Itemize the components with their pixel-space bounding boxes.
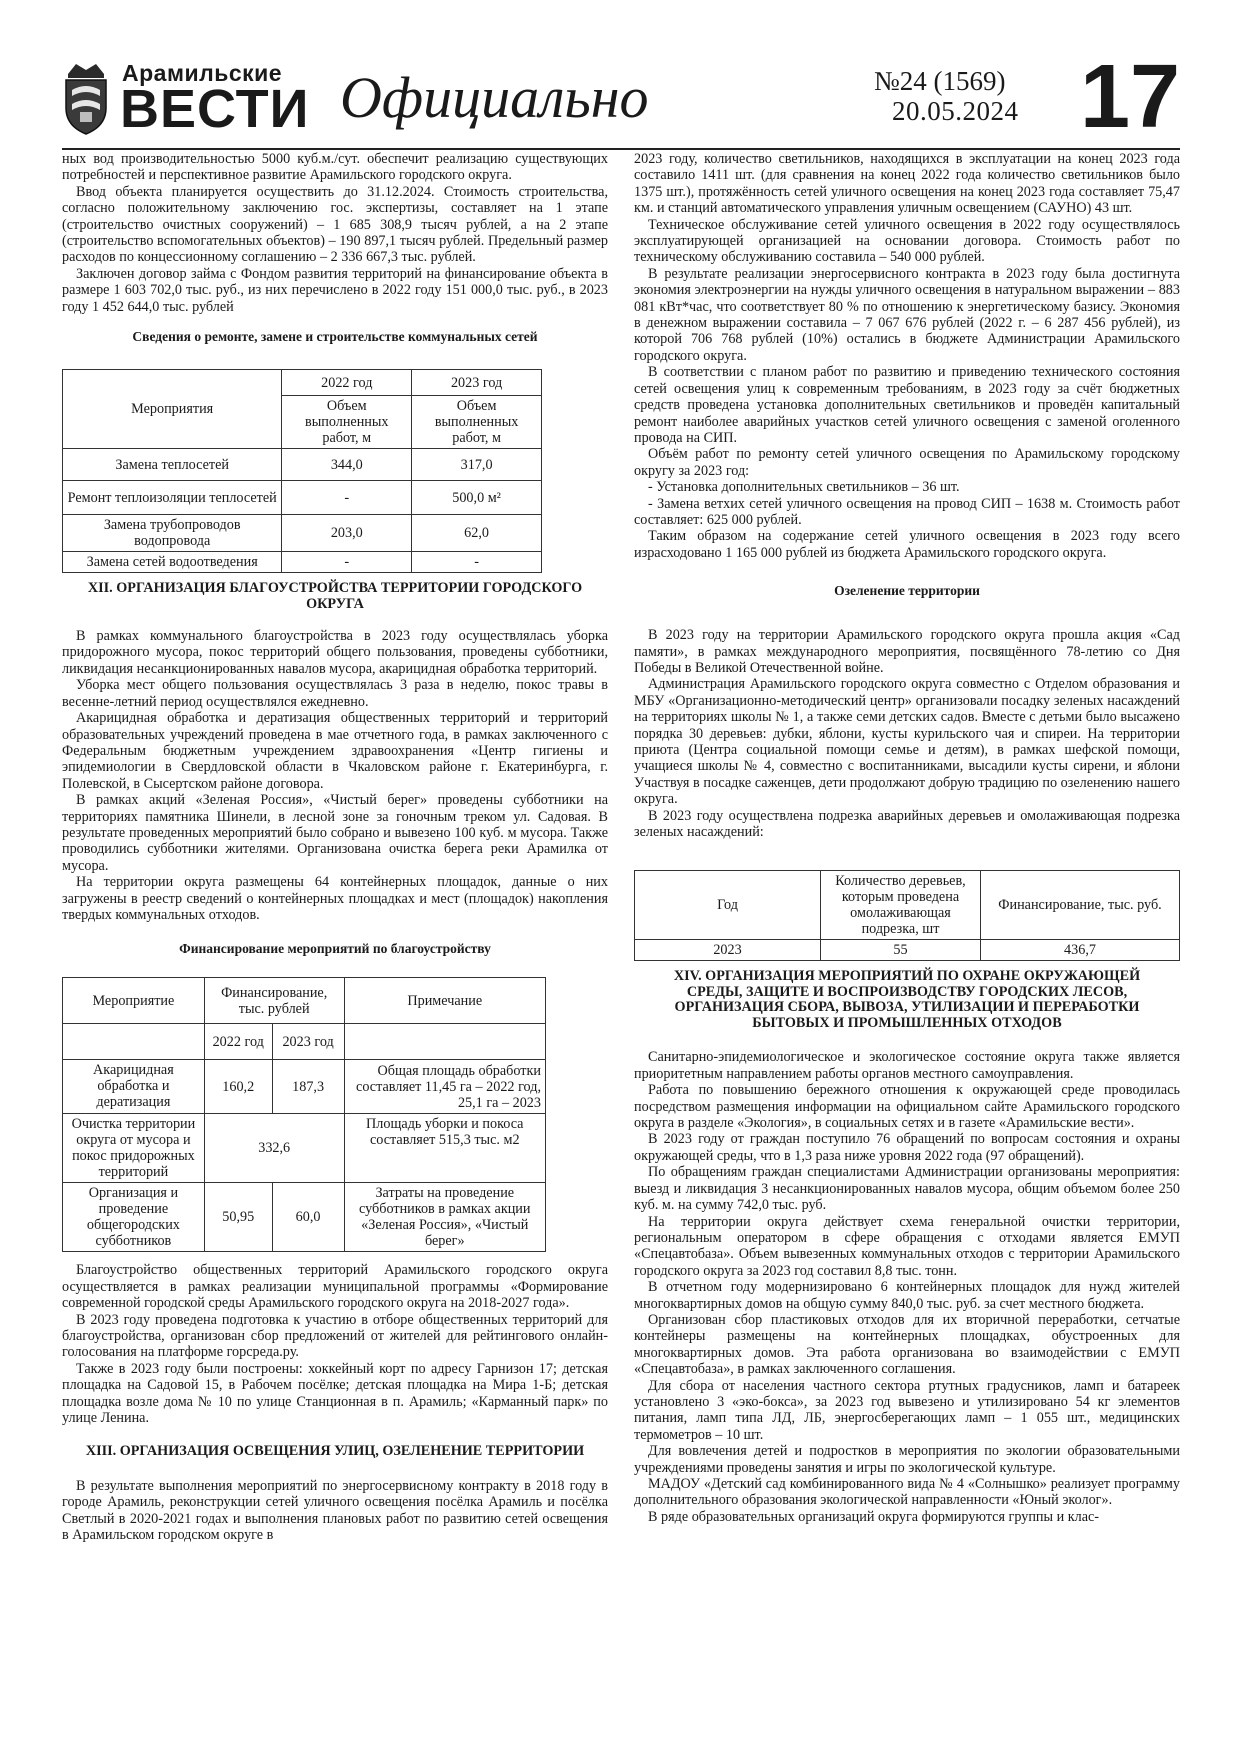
paragraph: Заключен договор займа с Фондом развития территорий на финансирование объекта в размере 1 603 702,0 тыс. руб., из них перечислено в 2022 году 151 000,0 тыс. руб., в 2023 году 1 452 644,0 тыс. рублей	[62, 265, 608, 315]
table-cell: Общая площадь обработки составляет 11,45 га – 2022 год, 25,1 га – 2023	[344, 1060, 545, 1114]
table-cell: 317,0	[412, 449, 542, 481]
table-cell: 2023	[635, 940, 821, 961]
brand-name-top: Арамильские	[122, 60, 283, 86]
paragraph: Техническое обслуживание сетей уличного освещения в 2022 году осуществлялось эксплуатирующей организацией на основании договора. Стоимость работ по техническому обслуживанию составила – 540 000 рублей.	[634, 216, 1180, 266]
paragraph: Работа по повышению бережного отношения к окружающей среде проводилась посредством размещения информации на официальном сайте Арамильского городского округа в разделе «Экология», в социальных сетях и в газете «Арамильские вести».	[634, 1082, 1180, 1132]
paragraph: Для вовлечения детей и подростков в мероприятия по экологии образовательными учреждениями проведены занятия и игры по экологической культуре.	[634, 1443, 1180, 1476]
paragraph: В рамках коммунального благоустройства в 2023 году осуществлялась уборка придорожного мусора, покос территорий общего пользования, проведены субботники, ликвидация несанкционированных навалов мусора, акарицидная обработка территорий.	[62, 628, 608, 677]
paragraph: На территории округа действует схема генеральной очистки территории, региональным оператором в сфере обращения с отходами является ЕМУП «Спецавтобаза». Объем вывезенных коммунальных отходов с территории Арамильского городского округа за 2023 год составил 8,8 тыс. тонн.	[634, 1213, 1180, 1279]
table-header: Мероприятие	[63, 978, 205, 1024]
section-heading: XIII. ОРГАНИЗАЦИЯ ОСВЕЩЕНИЯ УЛИЦ, ОЗЕЛЕНЕНИЕ ТЕРРИТОРИИ	[85, 1443, 585, 1460]
table-cell: Замена трубопроводов водопровода	[63, 515, 282, 552]
table-row	[635, 940, 1180, 961]
table-title: Финансирование мероприятий по благоустройству	[179, 941, 491, 957]
paragraph: В 2023 году проведена подготовка к участию в отборе общественных территорий для благоустройства, организован сбор предложений от жителей для рейтингового онлайн-голосования на платформе горсреда.ру.	[62, 1311, 608, 1361]
table-title: Сведения о ремонте, замене и строительстве коммунальных сетей	[132, 329, 538, 345]
paragraph: В ряде образовательных организаций округа формируются группы и клас-	[648, 1508, 1100, 1525]
subsection-title: Озеленение территории	[834, 583, 980, 599]
table-cell: 62,0	[412, 515, 542, 552]
table-header: Мероприятия	[63, 370, 282, 449]
issue-number: №24 (1569)	[874, 66, 1006, 96]
table-cell: 436,7	[981, 940, 1180, 961]
paragraph: Организован сбор пластиковых отходов для их вторичной переработки, сетчатые контейнеры размещены на контейнерных площадках, обустроенных для многоквартирных домов. Эта работа организована во взаимодействии с ЕМУП «Спецавтобаза», в рамках заключенного соглашения.	[634, 1311, 1180, 1378]
table-cell: 344,0	[282, 449, 412, 481]
table-header: 2022 год	[282, 370, 412, 396]
table-cell: Очистка территории округа от мусора и покос придорожных территорий	[63, 1114, 205, 1183]
table-header: Финансирование, тыс. рублей	[204, 978, 344, 1024]
paragraph: В отчетном году модернизировано 6 контейнерных площадок для нужд жителей многоквартирных домов на общую сумму 840,0 тыс. руб. за счет местного бюджета.	[634, 1279, 1180, 1312]
table-cell	[63, 1024, 205, 1060]
table-header: Объем выполненных работ, м	[282, 396, 412, 449]
table-cell: 50,95	[204, 1183, 272, 1252]
paragraph: Благоустройство общественных территорий Арамильского городского округа осуществляется в рамках реализации муниципальной программы «Формирование современной городской среды Арамильского городского округа на 2018-2027 года».	[62, 1262, 608, 1312]
table-cell: -	[282, 552, 412, 573]
paragraph: В соответствии с планом работ по развитию и приведению технического состояния сетей освещения улиц к современным требованиям, в 2023 году за счёт бюджетных средств проведена установка дополнительных светильников и проведён капитальный ремонт наиболее аварийных участков сетей уличного освещения с заменой оголенного провода на СИП.	[634, 364, 1180, 446]
table-header: 2022 год	[204, 1024, 272, 1060]
table-cell: Площадь уборки и покоса составляет 515,3 тыс. м2	[344, 1114, 545, 1183]
masthead	[62, 47, 1181, 147]
table-cell: 332,6	[204, 1114, 344, 1183]
table-header: Объем выполненных работ, м	[412, 396, 542, 449]
table-header: Финансирование, тыс. руб.	[981, 871, 1180, 940]
table-cell: Акарицидная обработка и дератизация	[63, 1060, 205, 1114]
paragraph: Акарицидная обработка и дератизация общественных территорий и территорий образовательных учреждений проведена в мае отчетного года, в рамках заключенного с Федеральным бюджетным учреждением здравоохранения «Центр гигиены и эпидемиологии в Свердловской области в Чкаловском районе г. Екатеринбурга, г. Полевской, в Сысертском районе договора.	[62, 710, 608, 792]
paragraph: Таким образом на содержание сетей уличного освещения в 2023 году всего израсходовано 1 165 000 рублей из бюджета Арамильского городского округа.	[634, 528, 1180, 561]
table-row	[63, 552, 542, 573]
brand-name-main: ВЕСТИ	[120, 79, 310, 139]
header-divider	[62, 148, 1180, 150]
paragraph: ных вод производительностью 5000 куб.м./сут. обеспечит реализацию существующих потребностей и перспективное развитие Арамильского городского округа.	[62, 151, 608, 184]
section-heading: XII. ОРГАНИЗАЦИЯ БЛАГОУСТРОЙСТВА ТЕРРИТОРИИ ГОРОДСКОГО ОКРУГА	[87, 580, 583, 612]
table-cell: 55	[821, 940, 981, 961]
paragraph: - Установка дополнительных светильников – 36 шт.	[648, 479, 960, 496]
table-header: 2023 год	[412, 370, 542, 396]
paragraph: Санитарно-эпидемиологическое и экологическое состояние округа также является приоритетным направлением работы органов местного самоуправления.	[634, 1049, 1180, 1082]
paragraph: В результате реализации энергосервисного контракта в 2023 году была достигнута экономия электроэнергии на нужды уличного освещения в натуральном выражении – 883 081 кВт*час, что соответствует 80 % по отношению к энергетическому базису. Экономия в денежном выражении составила – 7 067 676 рублей (2022 г. – 6 287 456 рублей), из которой 706 768 рублей (10%) остались в бюджете Администрации Арамильского городского округа.	[634, 265, 1180, 364]
paragraph: 2023 году, количество светильников, находящихся в эксплуатации на конец 2023 года составило 1411 шт. (для сравнения на конец 2022 года количество светильников было 1375 шт.), протяжённость сетей уличного освещения на конец 2023 года составляет 75,47 км. и станций автоматического управления уличным освещением (САУНО) 43 шт.	[634, 151, 1180, 217]
paragraph: По обращениям граждан специалистами Администрации организованы мероприятия: выезд и ликвидация 3 несанкционированных навалов мусора, общим объемом более 250 куб. м. на сумму 742,0 тыс. руб.	[634, 1164, 1180, 1214]
issue-date: 20.05.2024	[892, 96, 1019, 126]
table-cell: 187,3	[272, 1060, 344, 1114]
table-cell	[344, 1024, 545, 1060]
page-number: 17	[1080, 47, 1181, 147]
table-cell: Замена сетей водоотведения	[63, 552, 282, 573]
right-column	[634, 151, 1180, 1525]
paragraph: МАДОУ «Детский сад комбинированного вида № 4 «Солнышко» реализует программу дополнительного образования экологической направленности «Юный эколог».	[634, 1476, 1180, 1509]
table-header: 2023 год	[272, 1024, 344, 1060]
table-cell: 60,0	[272, 1183, 344, 1252]
section-title: Официально	[340, 65, 649, 130]
table-row	[63, 515, 542, 552]
paragraph: Также в 2023 году были построены: хоккейный корт по адресу Гарнизон 17; детская площадка на Садовой 15, в Рабочем посёлке; детская площадка на Мира 1-Б; детская площадка возле дома № 10 по улице Станционная в п. Арамиль; «Карманный парк» по улице Ленина.	[62, 1360, 608, 1427]
paragraph: В 2023 году осуществлена подрезка аварийных деревьев и омолаживающая подрезка зеленых насаждений:	[634, 807, 1180, 841]
left-column	[62, 151, 608, 1544]
table-cell: 500,0 м²	[412, 481, 542, 515]
paragraph: Ввод объекта планируется осуществить до 31.12.2024. Стоимость строительства, согласно положительному заключению гос. экспертизы, составляет на 1 этапе (строительство очистных сооружений) – 1 685 308,9 тысяч рублей, а на 2 этапе (строительство вспомогательных объектов) – 190 897,1 тысяч рублей. Предельный размер расходов по концессионному соглашению – 2 336 667,3 тыс. рублей.	[62, 183, 608, 266]
paragraph: В 2023 году на территории Арамильского городского округа прошла акция «Сад памяти», в рамках международного мероприятия, посвящённого 78-летию со Дня Победы в Великой Отечественной войне.	[634, 627, 1180, 676]
table-row	[63, 481, 542, 515]
paragraph: Для сбора от населения частного сектора ртутных градусников, ламп и батареек установлено 3 «эко-бокса», за 2023 год вывезено и утилизировано 54 кг элементов питания, ламп типа ЛД, ЛБ, энергосберегающих ламп – 1 055 шт., медицинских термометров – 10 шт.	[634, 1377, 1180, 1443]
table-row	[63, 1183, 546, 1252]
table-row	[63, 1060, 546, 1114]
paragraph: Объём работ по ремонту сетей уличного освещения по Арамильскому городскому округу за 2023 год:	[634, 446, 1180, 479]
networks-table	[62, 369, 542, 573]
table-header: Год	[635, 871, 821, 940]
table-row	[63, 1114, 546, 1183]
table-cell: 203,0	[282, 515, 412, 552]
paragraph: В рамках акций «Зеленая Россия», «Чистый берег» проведены субботники на территориях памятника Шинели, в лесной зоне за гоночным треком ул. Садовая. В результате проведенных мероприятий было собрано и вывезено 100 куб. м мусора. Также проводились субботники жителями. Организована очистка берега реки Арамилка от мусора.	[62, 792, 608, 874]
paragraph: Администрация Арамильского городского округа совместно с Отделом образования и МБУ «Организационно-методический центр» организовали посадку зеленых насаждений на территориях школы № 1, а также семи детских садов. Вместе с детьми было высажено порядка 30 деревьев: дубки, яблони, кусты курильского чая и спиреи. На территории приюта (Центра социальной помощи семье и детям), в рамках шефской помощи, учащиеся школы № 4, совместно с воспитанниками, высадили кусты сирени, и яблони Участвуя в посадке саженцев, дети продолжают добрую традицию по озеленению нашего округа.	[634, 676, 1180, 808]
section-heading: XIV. ОРГАНИЗАЦИЯ МЕРОПРИЯТИЙ ПО ОХРАНЕ ОКРУЖАЮЩЕЙ СРЕДЫ, ЗАЩИТЕ И ВОСПРОИЗВОДСТВУ ГОРОДСКИХ ЛЕСОВ, ОРГАНИЗАЦИЯ СБОРА, ВЫВОЗА, УТИЛИЗАЦИИ И ПЕРЕРАБОТКИ БЫТОВЫХ И ПРОМЫШЛЕННЫХ ОТХОДОВ	[673, 968, 1141, 1031]
tree-pruning-table	[634, 870, 1180, 961]
table-row	[63, 449, 542, 481]
table-cell: Ремонт теплоизоляции теплосетей	[63, 481, 282, 515]
table-cell: -	[412, 552, 542, 573]
paragraph: В результате выполнения мероприятий по энергосервисному контракту в 2018 году в городе Арамиль, реконструкции сетей уличного освещения посёлка Арамиль и посёлка Светлый в 2020-2021 годах и выполнения плановых работ по развитию сетей освещения в Арамильском городском округе в	[62, 1477, 608, 1544]
table-header: Количество деревьев, которым проведена омолаживающая подрезка, шт	[821, 871, 981, 940]
table-cell: Организация и проведение общегородских субботников	[63, 1183, 205, 1252]
coat-of-arms-icon	[62, 60, 110, 136]
table-cell: Замена теплосетей	[63, 449, 282, 481]
paragraph: На территории округа размещены 64 контейнерных площадок, данные о них загружены в реестр сведений о контейнерных площадках и мест (площадок) накопления твердых коммунальных отходов.	[62, 874, 608, 923]
paragraph: Уборка мест общего пользования осуществлялась 3 раза в неделю, покос травы в весенне-летний период осуществлялся ежедневно.	[62, 677, 608, 710]
paragraph: - Замена ветхих сетей уличного освещения на провод СИП – 1638 м. Стоимость работ составляет: 625 000 рублей.	[634, 495, 1180, 528]
table-cell: 160,2	[204, 1060, 272, 1114]
table-cell: Затраты на проведение субботников в рамках акции «Зеленая Россия», «Чистый берег»	[344, 1183, 545, 1252]
table-cell: -	[282, 481, 412, 515]
improvement-funding-table	[62, 977, 546, 1252]
table-header: Примечание	[344, 978, 545, 1024]
paragraph: В 2023 году от граждан поступило 76 обращений по вопросам состояния и охраны окружающей среды, что в 1,3 раза ниже уровня 2022 года (97 обращений).	[634, 1131, 1180, 1164]
